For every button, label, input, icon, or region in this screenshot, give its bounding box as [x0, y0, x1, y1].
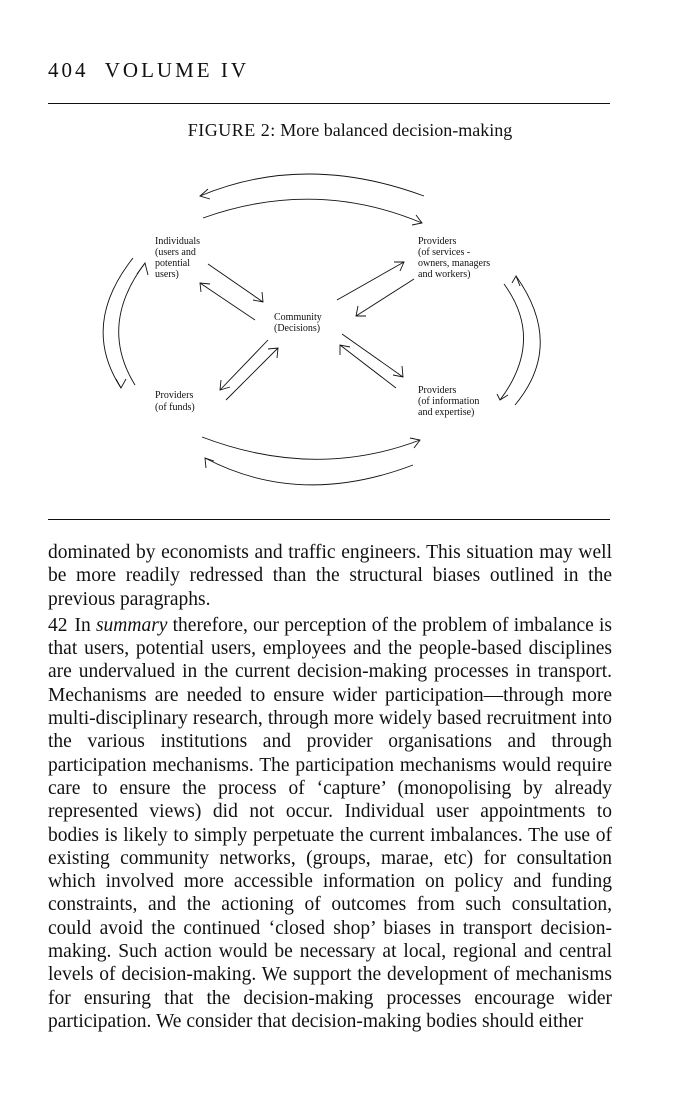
arrowhead-right-outer [512, 276, 520, 286]
arrowhead-left-outer [116, 379, 126, 388]
page-number: 404 [48, 58, 89, 82]
right-arc-inner [500, 284, 524, 400]
arrowhead-left-inner [137, 263, 148, 275]
node-line: Community [274, 312, 322, 323]
node-line: (of funds) [155, 402, 195, 413]
figure-label: FIGURE 2: [187, 120, 276, 140]
node-line: potential [155, 258, 190, 269]
paragraph-prefix: In [74, 614, 91, 636]
top-arc-upper [200, 174, 424, 196]
paragraph-text: therefore, our perception of the problem of imbalance is that users, potential users, employees and the people-based disciplines are undervalued in the current decision-making processes in transport. Mechanisms are needed to ensure wider participation—through more multi-disciplinary research, through more widely based recruitment into the various institutions and provider organisations and through participation mechanisms. The participation mechanisms would require care to ensure the process of ‘capture’ (monopolising by already represented views) did not occur. Individual user appointments to bodies is likely to simply perpetuate the current imbalances. The use of existing community networks, (groups, marae, etc) for consultation which involved more accessible information on policy and funding constraints, and the actioning of outcomes from such consultation, could avoid the continued ‘closed shop’ biases in transport decision-making. Such action would be necessary at local, regional and central levels of decision-making. We support the development of mechanisms for ensuring that the decision-making processes encourage wider participation. We consider that decision-making bodies should either [48, 614, 613, 1032]
volume-label: VOLUME IV [104, 58, 249, 82]
arrow-funds-to-community [226, 348, 278, 400]
node-line: owners, managers [418, 258, 491, 269]
node-line: (Decisions) [274, 323, 321, 334]
arrow-individuals-to-community [208, 264, 263, 302]
decision-diagram [0, 0, 700, 520]
paragraph-number: 42 [48, 614, 68, 636]
node-individuals [155, 236, 203, 280]
arrow-community-to-info [342, 334, 403, 377]
node-line: Providers [418, 385, 457, 396]
node-line: and expertise) [418, 407, 475, 418]
emphasis-summary: summary [95, 614, 168, 636]
bottom-rule [48, 519, 610, 520]
node-providers-services [418, 236, 493, 280]
figure-title: More balanced decision-making [280, 120, 513, 140]
node-line: and workers) [418, 269, 471, 280]
paragraph-42 [48, 614, 612, 1033]
arrow-community-to-services [337, 262, 404, 300]
node-line: users) [155, 269, 179, 280]
right-arc-outer [515, 276, 540, 405]
node-line: (of information [418, 396, 480, 407]
bottom-arc-lower [205, 458, 413, 485]
top-arc-lower [203, 199, 422, 223]
node-line: (users and [155, 247, 196, 258]
left-arc-inner [119, 263, 145, 385]
node-providers-information [418, 385, 482, 418]
bottom-arc-upper [202, 437, 420, 459]
node-line: (of services - [418, 247, 471, 258]
node-line: Providers [418, 236, 457, 247]
left-arc-outer [103, 258, 133, 388]
arrowhead-bottom-lower [205, 458, 214, 468]
arrow-community-to-individuals [200, 283, 255, 320]
paragraph-continuation: dominated by economists and traffic engineers. This situation may well be more readily redressed than the structural biases outlined in the previous paragraphs. [48, 542, 612, 610]
node-line: Individuals [155, 236, 200, 247]
node-line: Providers [155, 390, 194, 401]
node-community [274, 312, 324, 334]
body-text [48, 541, 612, 1033]
node-providers-funds [155, 390, 196, 413]
